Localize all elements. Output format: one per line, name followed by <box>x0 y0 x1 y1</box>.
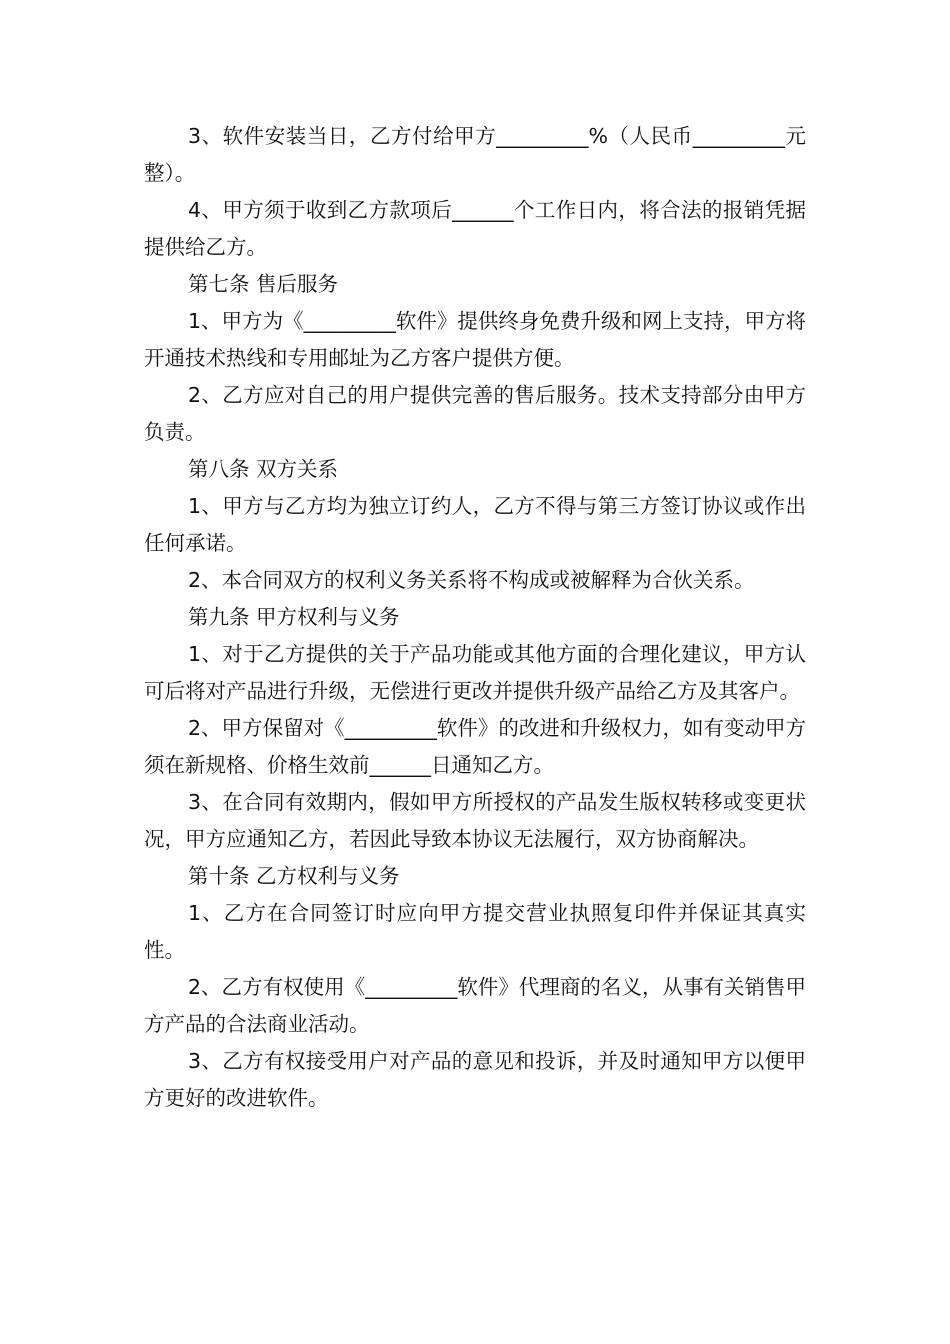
paragraph: 1、乙方在合同签订时应向甲方提交营业执照复印件并保证其真实性。 <box>144 901 806 962</box>
paragraph: 1、甲方与乙方均为独立订约人，乙方不得与第三方签订协议或作出任何承诺。 <box>144 494 806 555</box>
section-heading: 第十条 乙方权利与义务 <box>188 864 400 888</box>
paragraph: 3、软件安装当日，乙方付给甲方_________%（人民币_________元整）。 <box>144 124 806 185</box>
paragraph: 2、本合同双方的权利义务关系将不构成或被解释为合伙关系。 <box>188 568 755 592</box>
section-heading: 第七条 售后服务 <box>188 272 339 296</box>
paragraph: 2、乙方有权使用《_________软件》代理商的名义，从事有关销售甲方产品的合法商业活动。 <box>144 975 806 1036</box>
section-heading: 第八条 双方关系 <box>188 457 339 481</box>
paragraph: 2、甲方保留对《_________软件》的改进和升级权力，如有变动甲方须在新规格、价格生效前______日通知乙方。 <box>144 716 806 777</box>
paragraph: 3、乙方有权接受用户对产品的意见和投诉，并及时通知甲方以便甲方更好的改进软件。 <box>144 1049 806 1110</box>
section-heading: 第九条 甲方权利与义务 <box>188 605 400 629</box>
paragraph: 4、甲方须于收到乙方款项后______个工作日内，将合法的报销凭据提供给乙方。 <box>144 198 806 259</box>
paragraph: 3、在合同有效期内，假如甲方所授权的产品发生版权转移或变更状况，甲方应通知乙方，若因此导致本协议无法履行，双方协商解决。 <box>144 790 806 851</box>
paragraph: 1、甲方为《_________软件》提供终身免费升级和网上支持，甲方将开通技术热线和专用邮址为乙方客户提供方便。 <box>144 309 806 370</box>
paragraph: 2、乙方应对自己的用户提供完善的售后服务。技术支持部分由甲方负责。 <box>144 383 806 444</box>
document-body <box>144 118 806 1117</box>
paragraph: 1、对于乙方提供的关于产品功能或其他方面的合理化建议，甲方认可后将对产品进行升级，无偿进行更改并提供升级产品给乙方及其客户。 <box>144 642 806 703</box>
